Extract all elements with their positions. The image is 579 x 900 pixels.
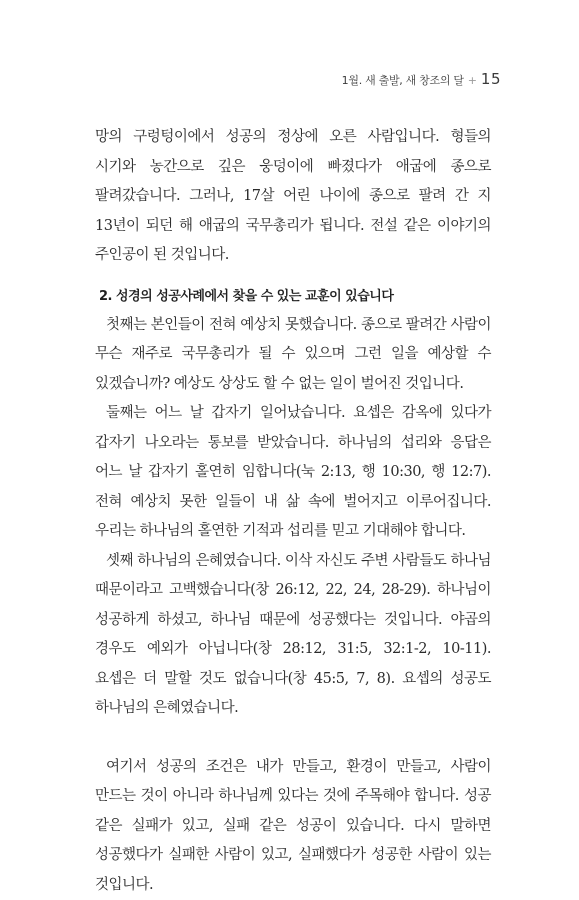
paragraph-first-lesson: 첫째는 본인들이 전혀 예상치 못했습니다. 종으로 팔려간 사람이 무슨 재주로 국무총리가 될 수 있으며 그런 일을 예상할 수 있겠습니까? 예상도 상상도 할 수 없는 일이 벌어진 것입니다. xyxy=(95,311,491,400)
running-title: 1월. 새 출발, 새 창조의 달 xyxy=(342,72,464,88)
section-title: 2. 성경의 성공사례에서 찾을 수 있는 교훈이 있습니다 xyxy=(95,282,491,311)
paragraph-second-lesson: 둘째는 어느 날 갑자기 일어났습니다. 요셉은 감옥에 있다가 갑자기 나오라는 통보를 받았습니다. 하나님의 섭리와 응답은 어느 날 갑자기 홀연히 임합니다(눅 2:13, 행 10:30, 행 12:7). 전혀 예상치 못한 일들이 내 삶 속에 벌어지고 이루어집니다. 우리는 하나님의 홀연한 기적과 섭리를 믿고 기대해야 합니다. xyxy=(95,399,491,547)
paragraph-gap xyxy=(95,724,491,753)
page-number: 15 xyxy=(481,70,501,88)
page-body xyxy=(95,123,491,900)
paragraph-third-lesson: 셋째 하나님의 은혜였습니다. 이삭 자신도 주변 사람들도 하나님 때문이라고 고백했습니다(창 26:12, 22, 24, 28-29). 하나님이 성공하게 하셨고, 하나님 때문에 성공했다는 것입니다. 야곱의 경우도 예외가 아닙니다(창 28:12, 31:5, 32:1-2, 10-11). 요셉은 더 말할 것도 없습니다(창 45:5, 7, 8). 요셉의 성공도 하나님의 은혜였습니다. xyxy=(95,547,491,724)
header-separator: + xyxy=(468,74,477,87)
intro-paragraph: 망의 구렁텅이에서 성공의 정상에 오른 사람입니다. 형들의 시기와 농간으로 깊은 웅덩이에 빠졌다가 애굽에 종으로 팔려갔습니다. 그러나, 17살 어린 나이에 종으로 팔려 간 지 13년이 되던 해 애굽의 국무총리가 됩니다. 전설 같은 이야기의 주인공이 된 것입니다. xyxy=(95,123,491,271)
page-header xyxy=(342,70,501,90)
closing-paragraph: 여기서 성공의 조건은 내가 만들고, 환경이 만들고, 사람이 만드는 것이 아니라 하나님께 있다는 것에 주목해야 합니다. 성공 같은 실패가 있고, 실패 같은 성공이 있습니다. 다시 말하면 성공했다가 실패한 사람이 있고, 실패했다가 성공한 사람이 있는 것입니다. xyxy=(95,753,491,900)
